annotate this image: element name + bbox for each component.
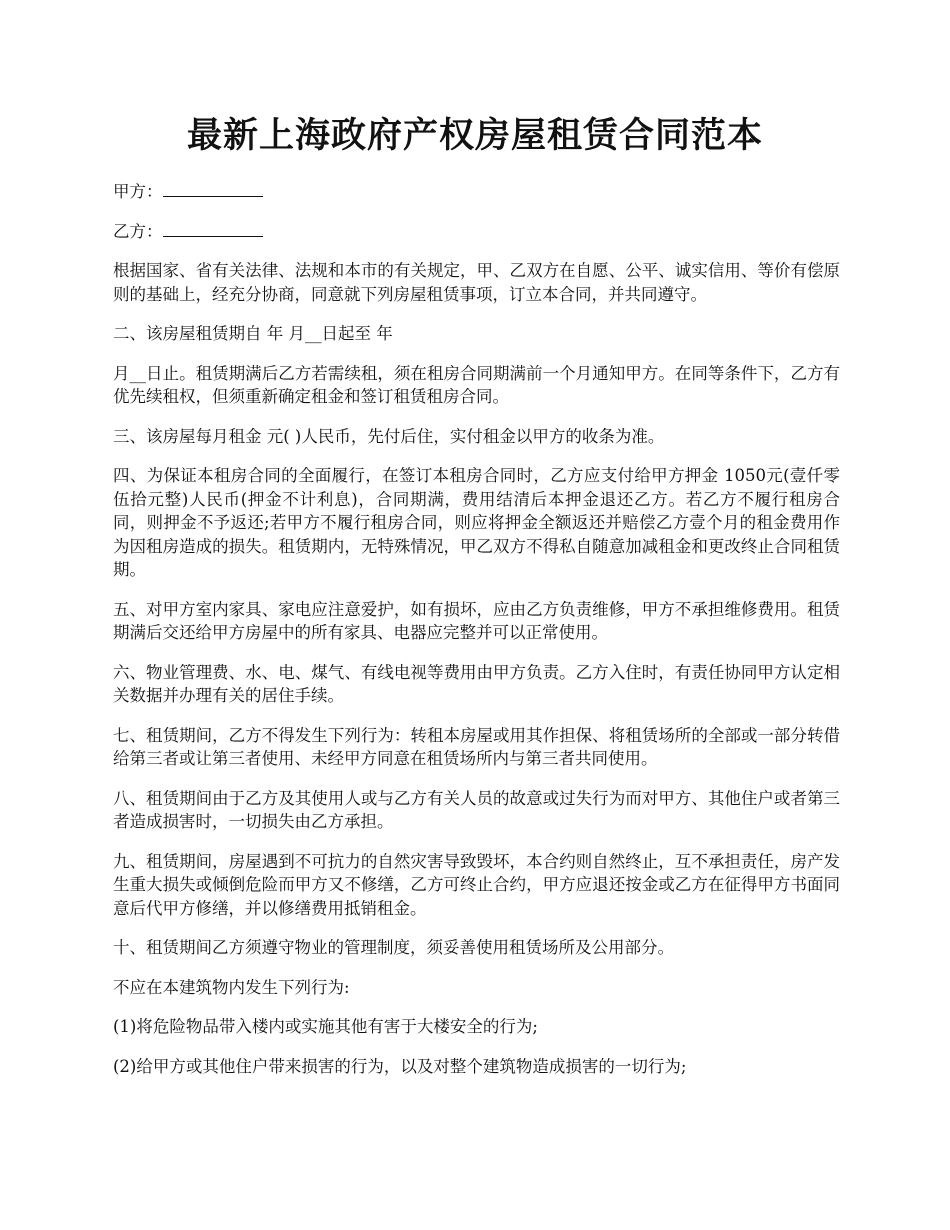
paragraph-clause-7-prohibited: 七、租赁期间，乙方不得发生下列行为：转租本房屋或用其作担保、将租赁场所的全部或一部分转借给第三者或让第三者使用、未经甲方同意在租赁场所内与第三者共同使用。 (113, 725, 840, 768)
paragraph-item-2: (2)给甲方或其他住户带来损害的行为，以及对整个建筑物造成损害的一切行为; (113, 1056, 687, 1076)
party-b-line (113, 220, 840, 244)
paragraph-clause-5-furniture: 五、对甲方室内家具、家电应注意爱护，如有损坏，应由乙方负责维修，甲方不承担维修费用。租赁期满后交还给甲方房屋中的所有家具、电器应完整并可以正常使用。 (113, 599, 840, 642)
paragraph-clause-3-rent: 三、该房屋每月租金 元( )人民币，先付后住，实付租金以甲方的收条为准。 (113, 426, 665, 446)
paragraph-preamble: 根据国家、省有关法律、法规和本市的有关规定，甲、乙双方在自愿、公平、诚实信用、等价有偿原则的基础上，经充分协商，同意就下列房屋租赁事项，订立本合同，并共同遵守。 (113, 261, 840, 304)
paragraph-prohibited-intro: 不应在本建筑物内发生下列行为: (113, 977, 350, 997)
paragraph-item-1: (1)将危险物品带入楼内或实施其他有害于大楼安全的行为; (113, 1017, 538, 1036)
document-body (113, 180, 840, 1094)
paragraph-clause-8-liability: 八、租赁期间由于乙方及其使用人或与乙方有关人员的故意或过失行为而对甲方、其他住户或者第三者造成损害时，一切损失由乙方承担。 (113, 788, 840, 831)
party-b-blank (163, 222, 263, 237)
party-b-label: 乙方： (113, 221, 163, 241)
paragraph-clause-2-term: 二、该房屋租赁期自 年 月__日起至 年 (113, 324, 393, 343)
paragraph-clause-4-deposit: 四、为保证本租房合同的全面履行，在签订本租房合同时，乙方应支付给甲方押金 1050元(壹仟零伍拾元整)人民币(押金不计利息)，合同期满，费用结清后本押金退还乙方。若乙方不履行租房合同，则押金不予返还;若甲方不履行租房合同，则应将押金全额返还并赔偿乙方壹个月的租金费用作为因租房造成的损失。租赁期内，无特殊情况，甲乙双方不得私自随意加减租金和更改终止合同租赁期。 (113, 466, 840, 579)
paragraph-clause-10-rules: 十、租赁期间乙方须遵守物业的管理制度，须妥善使用租赁场所及公用部分。 (113, 938, 674, 957)
document-title: 最新上海政府产权房屋租赁合同范本 (186, 116, 763, 156)
party-a-label: 甲方： (113, 182, 163, 201)
paragraph-clause-6-fees: 六、物业管理费、水、电、煤气、有线电视等费用由甲方负责。乙方入住时，有责任协同甲方认定相关数据并办理有关的居住手续。 (113, 662, 840, 705)
party-a-blank (163, 182, 263, 197)
party-a-line (113, 180, 840, 204)
paragraph-clause-2-renewal: 月__日止。租赁期满后乙方若需续租，须在租房合同期满前一个月通知甲方。在同等条件下，乙方有优先续租权，但须重新确定租金和签订租赁租房合同。 (113, 363, 840, 406)
paragraph-clause-9-force-majeure: 九、租赁期间，房屋遇到不可抗力的自然灾害导致毁坏，本合约则自然终止，互不承担责任，房产发生重大损失或倾倒危险而甲方又不修缮，乙方可终止合约，甲方应退还按金或乙方在征得甲方书面同意后代甲方修缮，并以修缮费用抵销租金。 (113, 851, 840, 918)
